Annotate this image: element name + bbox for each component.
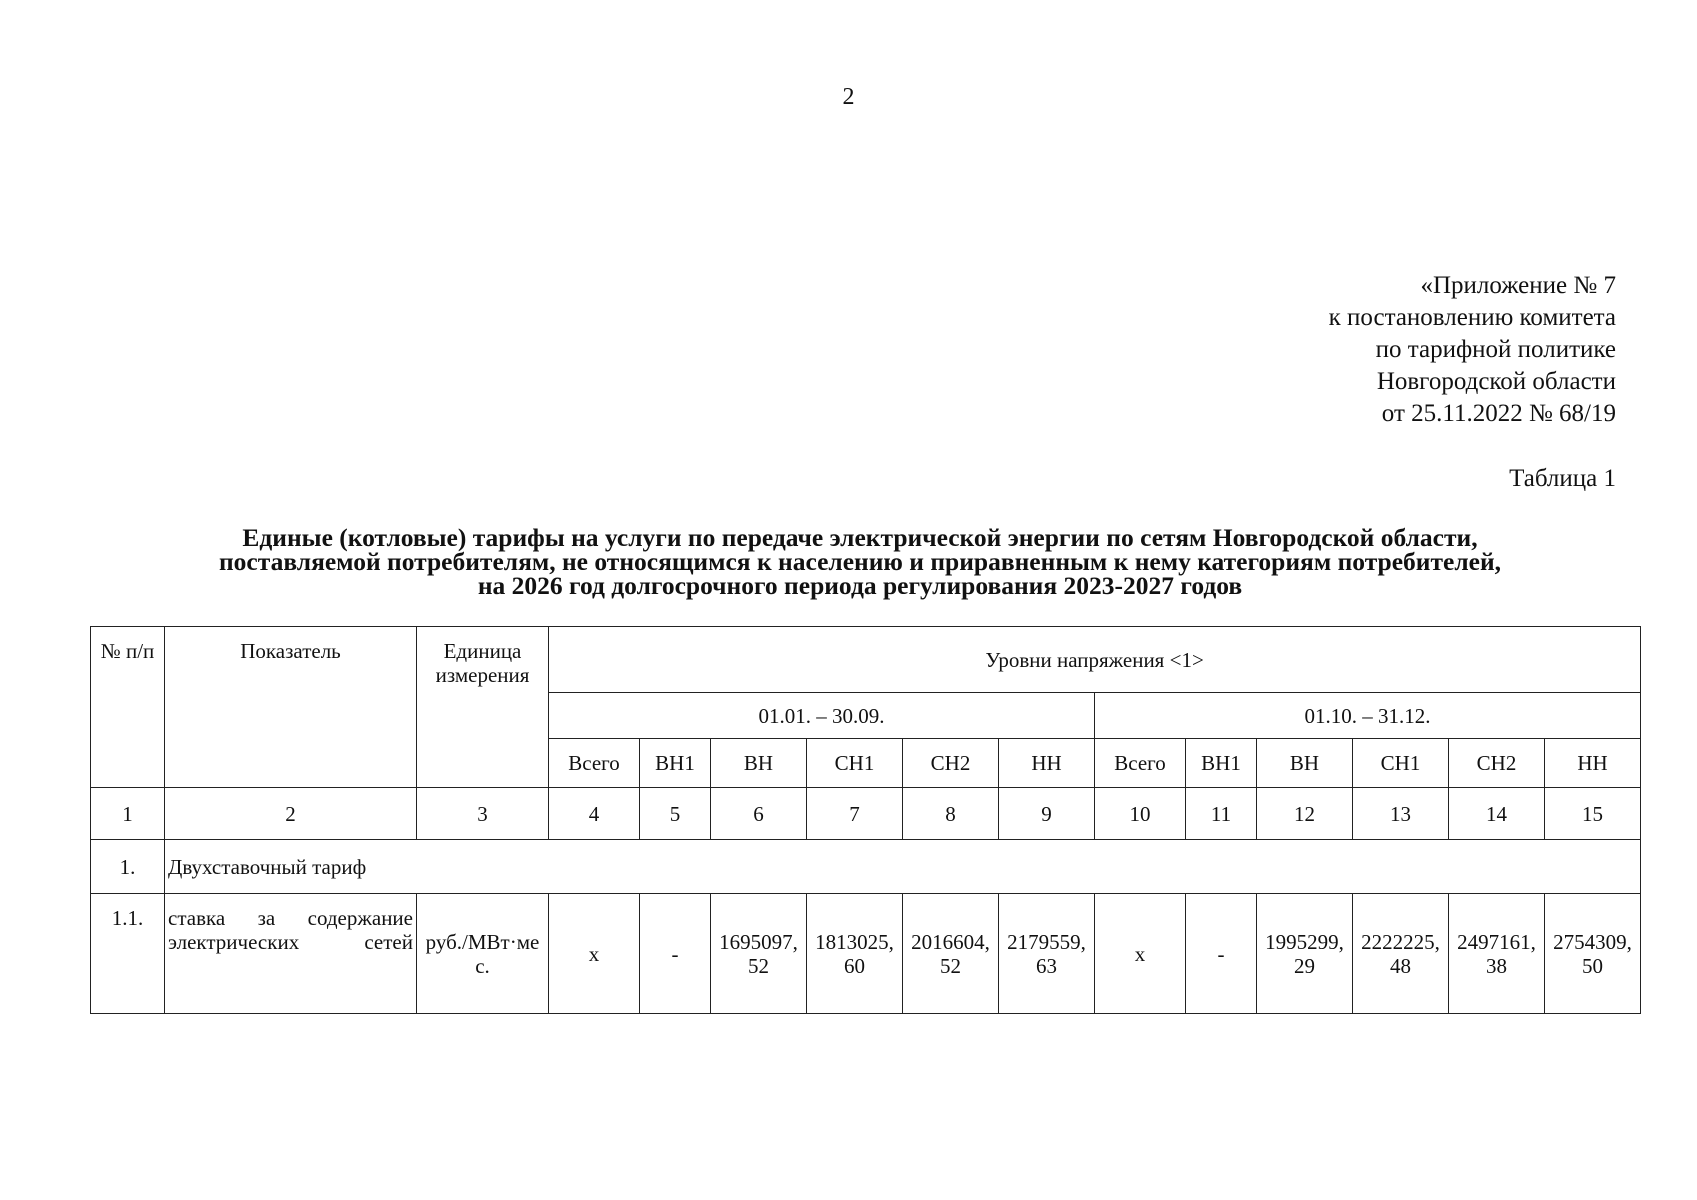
appendix-line: Новгородской области [1376, 368, 1616, 395]
section-label: Двухставочный тариф [165, 840, 1641, 894]
value-cell: 1695097,52 [711, 894, 807, 1014]
title-line: на 2026 год долгосрочного периода регулирования 2023-2027 годов [477, 571, 1243, 600]
value-cell: 1995299,29 [1257, 894, 1353, 1014]
header-period-1: 01.01. – 30.09. [549, 693, 1095, 739]
appendix-line: по тарифной политике [1375, 336, 1616, 363]
value-cell: 2754309,50 [1545, 894, 1641, 1014]
value-cell: 2497161,38 [1449, 894, 1545, 1014]
tariff-table [90, 626, 1641, 1014]
value-cell: 2016604,52 [903, 894, 999, 1014]
header-cell: СН1 [1353, 739, 1449, 788]
column-number: 9 [999, 788, 1095, 840]
table-label: Таблица 1 [1509, 465, 1616, 492]
column-number: 10 [1095, 788, 1186, 840]
header-cell: НН [1545, 739, 1641, 788]
column-number: 14 [1449, 788, 1545, 840]
title-line: Единые (котловые) тарифы на услуги по передаче электрической энергии по сетям Новгородской области, [242, 523, 1478, 552]
title-line: поставляемой потребителям, не относящимся к населению и приравненным к нему категориям потребителей, [218, 547, 1502, 576]
column-number: 2 [165, 788, 417, 840]
header-period-2: 01.10. – 31.12. [1095, 693, 1641, 739]
appendix-line: от 25.11.2022 № 68/19 [1381, 400, 1616, 427]
header-cell: ВН [711, 739, 807, 788]
appendix-line: к постановлению комитета [1328, 304, 1616, 331]
page-number: 2 [842, 84, 855, 110]
value-cell: х [549, 894, 640, 1014]
header-voltage-levels: Уровни напряжения <1> [549, 627, 1641, 693]
column-number: 4 [549, 788, 640, 840]
column-number-row [91, 788, 1641, 840]
column-number: 8 [903, 788, 999, 840]
header-row [91, 627, 1641, 693]
header-cell: СН2 [903, 739, 999, 788]
column-number: 11 [1186, 788, 1257, 840]
table-row [91, 894, 1641, 1014]
row-unit: руб./МВт·мес. [417, 894, 549, 1014]
header-cell: ВН1 [1186, 739, 1257, 788]
header-cell: ВН1 [640, 739, 711, 788]
header-cell: Всего [1095, 739, 1186, 788]
column-number: 15 [1545, 788, 1641, 840]
column-number: 13 [1353, 788, 1449, 840]
column-number: 12 [1257, 788, 1353, 840]
appendix-reference [1329, 270, 1616, 430]
value-cell: - [640, 894, 711, 1014]
header-unit: Единица измерения [417, 627, 549, 788]
header-cell: Всего [549, 739, 640, 788]
column-number: 5 [640, 788, 711, 840]
appendix-line: «Приложение № 7 [1420, 272, 1616, 299]
header-cell: СН1 [807, 739, 903, 788]
header-cell: НН [999, 739, 1095, 788]
column-number: 6 [711, 788, 807, 840]
column-number: 7 [807, 788, 903, 840]
value-cell: - [1186, 894, 1257, 1014]
row-indicator [165, 894, 417, 1014]
header-cell: ВН [1257, 739, 1353, 788]
section-row [91, 840, 1641, 894]
header-cell: СН2 [1449, 739, 1545, 788]
header-no: № п/п [91, 627, 165, 788]
section-number: 1. [91, 840, 165, 894]
row-indicator-text: ставка за содержание электрических сетей [168, 906, 413, 954]
value-cell: х [1095, 894, 1186, 1014]
column-number: 1 [91, 788, 165, 840]
header-indicator: Показатель [165, 627, 417, 788]
value-cell: 2179559,63 [999, 894, 1095, 1014]
value-cell: 1813025,60 [807, 894, 903, 1014]
column-number: 3 [417, 788, 549, 840]
value-cell: 2222225,48 [1353, 894, 1449, 1014]
row-number: 1.1. [91, 894, 165, 1014]
document-title [100, 523, 1620, 600]
